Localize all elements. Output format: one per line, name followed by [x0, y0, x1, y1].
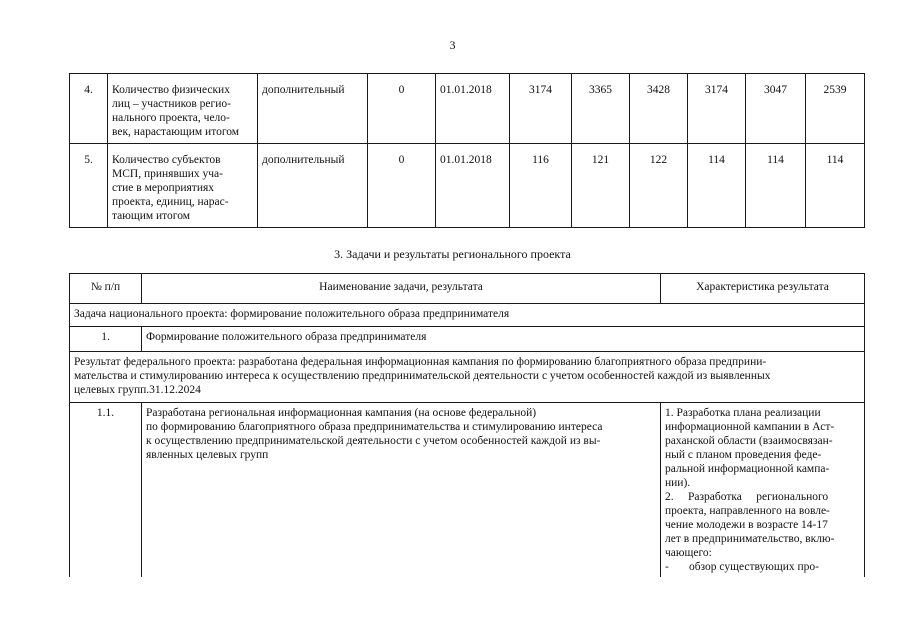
characteristic-line: лет в предпринимательство, вклю-	[665, 533, 835, 545]
indicator-name-line: стие в мероприятиях	[112, 182, 215, 194]
indicator-name-line: лиц – участников регио-	[112, 98, 231, 110]
header-number: № п/п	[70, 274, 142, 304]
indicator-name-line: Количество субъектов	[112, 154, 221, 166]
tasks-table	[69, 273, 865, 577]
table-row	[70, 327, 865, 352]
indicator-name	[108, 144, 258, 228]
indicator-value: 122	[630, 144, 688, 228]
federal-result-line: мательства и стимулированию интереса к осуществлению предпринимательской деятельности с учетом особенностей каждой из выявленных	[74, 370, 771, 382]
indicator-type: дополнительный	[258, 144, 368, 228]
indicator-value: 114	[746, 144, 806, 228]
characteristic-line: чение молодежи в возрасте 14-17	[665, 519, 828, 531]
result-characteristic	[661, 403, 865, 578]
characteristic-line: проекта, направленного на вовле-	[665, 505, 830, 517]
indicator-name-line: МСП, принявших уча-	[112, 168, 223, 180]
table-row	[70, 352, 865, 403]
indicator-base-value: 0	[368, 74, 436, 144]
national-task: Задача национального проекта: формирование положительного образа предпринимателя	[70, 304, 865, 327]
characteristic-line: ный с планом проведения феде-	[665, 449, 822, 461]
indicator-name	[108, 74, 258, 144]
indicator-value: 3428	[630, 74, 688, 144]
indicator-base-value: 0	[368, 144, 436, 228]
indicator-value: 2539	[806, 74, 865, 144]
indicator-name-line: проекта, единиц, нарас-	[112, 196, 229, 208]
characteristic-line: информационной кампании в Аст-	[665, 421, 835, 433]
indicator-base-date: 01.01.2018	[436, 144, 510, 228]
indicator-value: 3174	[688, 74, 746, 144]
characteristic-line: 2. Разработка регионального	[665, 491, 829, 503]
characteristic-line: - обзор существующих про-	[665, 561, 819, 573]
indicator-name-line: Количество физических	[112, 84, 230, 96]
result-number: 1.1.	[70, 403, 142, 578]
indicator-name-line: нального проекта, чело-	[112, 112, 230, 124]
header-name: Наименование задачи, результата	[142, 274, 661, 304]
federal-result-line: целевых групп.31.12.2024	[74, 384, 201, 396]
result-name-line: явленных целевых групп	[146, 449, 269, 461]
header-characteristic: Характеристика результата	[661, 274, 865, 304]
result-name-line: к осуществлению предпринимательской деятельности с учетом особенностей каждой из вы-	[146, 435, 601, 447]
indicator-value: 114	[688, 144, 746, 228]
indicators-table	[69, 73, 865, 228]
task-number: 1.	[70, 327, 142, 352]
indicator-number: 4.	[70, 74, 108, 144]
indicator-type: дополнительный	[258, 74, 368, 144]
characteristic-line: раханской области (взаимосвязан-	[665, 435, 833, 447]
indicator-value: 3047	[746, 74, 806, 144]
indicator-number: 5.	[70, 144, 108, 228]
result-name	[142, 403, 661, 578]
indicator-base-date: 01.01.2018	[436, 74, 510, 144]
characteristic-line: 1. Разработка плана реализации	[665, 407, 821, 419]
indicator-name-line: век, нарастающим итогом	[112, 126, 240, 138]
page-number: 3	[449, 38, 456, 52]
table-row	[70, 304, 865, 327]
table-row	[70, 74, 865, 144]
task-name: Формирование положительного образа предпринимателя	[142, 327, 865, 352]
characteristic-line: нии).	[665, 477, 691, 489]
indicator-value: 121	[572, 144, 630, 228]
section-title: 3. Задачи и результаты регионального проекта	[334, 247, 571, 261]
federal-result	[70, 352, 865, 403]
result-name-line: Разработана региональная информационная кампания (на основе федеральной)	[146, 407, 537, 419]
indicator-value: 3365	[572, 74, 630, 144]
indicator-value: 116	[510, 144, 572, 228]
characteristic-line: чающего:	[665, 547, 712, 559]
table-row	[70, 144, 865, 228]
table-row	[70, 403, 865, 578]
table-header-row	[70, 274, 865, 304]
result-name-line: по формированию благоприятного образа предпринимательства и стимулированию интереса	[146, 421, 603, 433]
characteristic-line: ральной информационной кампа-	[665, 463, 830, 475]
indicator-value: 114	[806, 144, 865, 228]
indicator-value: 3174	[510, 74, 572, 144]
federal-result-line: Результат федерального проекта: разработана федеральная информационная кампания по формированию благоприятного образа предприни-	[74, 356, 767, 368]
indicator-name-line: тающим итогом	[112, 210, 191, 222]
